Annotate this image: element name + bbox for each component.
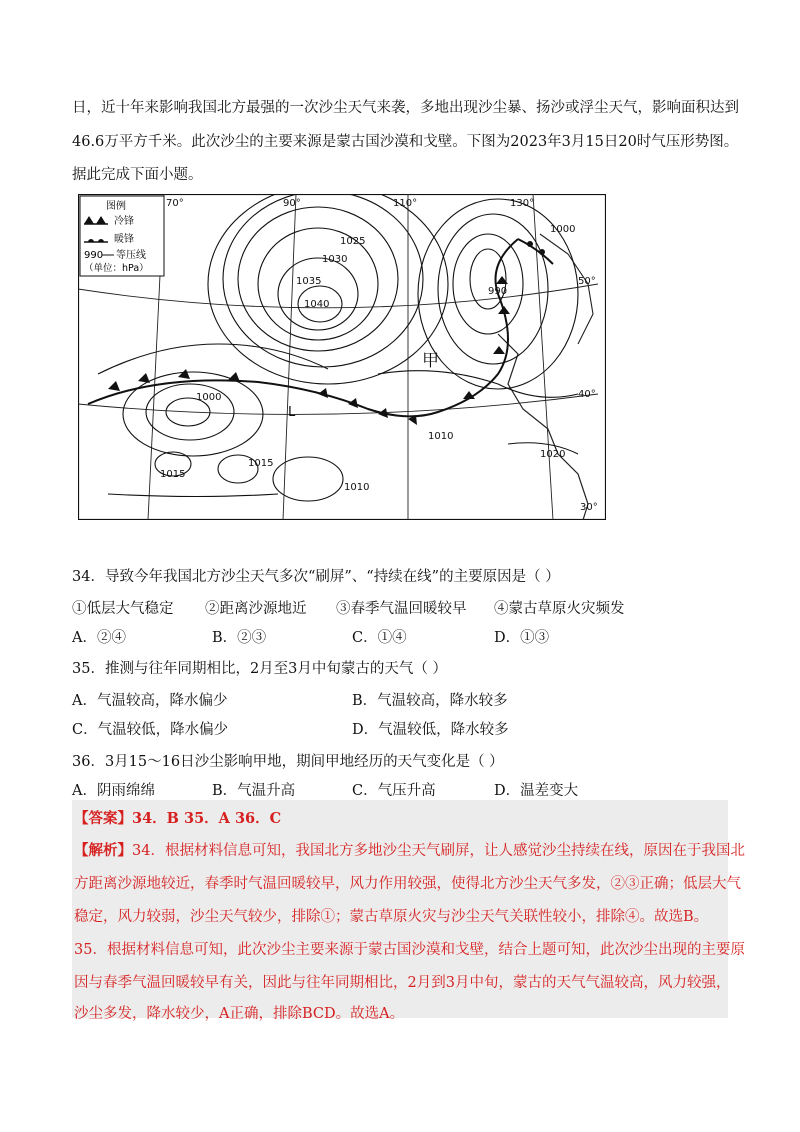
lon-90: 90°: [283, 198, 301, 209]
q36-option-d[interactable]: D．温差变大: [494, 783, 579, 799]
iso-1010-mid: 1010: [428, 431, 454, 442]
intro-line-3: 据此完成下面小题。: [72, 167, 203, 183]
q35-option-d[interactable]: D．气温较低，降水较多: [352, 722, 509, 738]
q35-stem: 35．推测与往年同期相比，2月至3月中旬蒙古的天气（ ）: [72, 661, 448, 677]
iso-1030: 1030: [322, 254, 348, 265]
q34-statement-2: ②距离沙源地近: [205, 601, 307, 617]
legend-title: 图例: [106, 201, 126, 212]
legend-unit: （单位：hPa）: [84, 263, 149, 274]
q34-statement-1: ①低层大气稳定: [72, 601, 174, 617]
q35-option-c[interactable]: C．气温较低，降水偏少: [72, 722, 229, 738]
iso-1000-east: 1000: [550, 224, 576, 235]
lon-130: 130°: [510, 198, 535, 209]
q35-option-a[interactable]: A．气温较高，降水偏少: [72, 693, 228, 709]
iso-1035: 1035: [296, 276, 322, 287]
analysis-line-2: 方距离沙源地较近，春季时气温回暖较早，风力作用较强，使得北方沙尘天气多发，②③正确；低层大气: [74, 876, 741, 892]
q34-option-c[interactable]: C．①④: [352, 630, 407, 646]
pressure-map: [78, 194, 606, 520]
iso-1040: 1040: [304, 299, 330, 310]
iso-1015-s: 1015: [248, 458, 274, 469]
q34-option-b[interactable]: B．②③: [212, 630, 267, 646]
analysis-line-4: 35．根据材料信息可知，此次沙尘主要来源于蒙古国沙漠和戈壁，结合上题可知，此次沙尘出现的主要原: [74, 942, 745, 958]
q34-stem: 34．导致今年我国北方沙尘天气多次“刷屏”、“持续在线”的主要原因是（ ）: [72, 569, 560, 585]
analysis-line-5: 因与春季气温回暖较早有关，因此与往年同期相比，2月到3月中旬，蒙古的天气气温较高，风力较强，: [74, 975, 731, 991]
legend-cold: 冷锋: [114, 216, 134, 227]
lat-40: 40°: [578, 389, 596, 400]
iso-1010-south: 1010: [344, 482, 370, 493]
lat-30: 30°: [580, 502, 598, 513]
q35-option-b[interactable]: B．气温较高，降水较多: [352, 693, 508, 709]
lon-70: 70°: [166, 198, 184, 209]
legend-isobar-value: 990: [84, 250, 104, 261]
iso-1020: 1020: [540, 449, 566, 460]
answer-tag: 【答案】: [74, 810, 132, 827]
analysis-text-1: 34．根据材料信息可知，我国北方多地沙尘天气刷屏，让人感觉沙尘持续在线，原因在于我国北: [132, 843, 745, 859]
map-legend: [80, 196, 164, 276]
analysis-line-3: 稳定，风力较弱，沙尘天气较少，排除①；蒙古草原火灾与沙尘天气关联性较小，排除④。故选B。: [74, 909, 709, 925]
iso-990: 990: [488, 286, 508, 297]
analysis-line-6: 沙尘多发，降水较少，A正确，排除BCD。故选A。: [74, 1006, 405, 1022]
lon-110: 110°: [393, 198, 418, 209]
iso-1015-sw: 1015: [160, 469, 186, 480]
place-jia: 甲: [422, 351, 439, 371]
iso-1025: 1025: [340, 236, 366, 247]
answer-text: 34．B 35．A 36．C: [132, 810, 282, 827]
intro-line-2: 46.6万平方千米。此次沙尘的主要来源是蒙古国沙漠和戈壁。下图为2023年3月15日20时气压形势图。: [72, 134, 739, 150]
legend-warm: 暖锋: [114, 234, 134, 245]
analysis-line-1: [74, 839, 745, 860]
lat-50: 50°: [578, 276, 596, 287]
answer-line: [74, 807, 281, 828]
q36-option-c[interactable]: C．气压升高: [352, 783, 436, 799]
q36-stem: 36．3月15～16日沙尘影响甲地，期间甲地经历的天气变化是（ ）: [72, 754, 504, 770]
legend-isobar: 等压线: [116, 250, 146, 261]
q36-option-a[interactable]: A．阴雨绵绵: [72, 783, 155, 799]
low-label: L: [288, 405, 296, 420]
q34-option-d[interactable]: D．①③: [494, 630, 550, 646]
q36-option-b[interactable]: B．气温升高: [212, 783, 296, 799]
q34-option-a[interactable]: A．②④: [72, 630, 126, 646]
analysis-tag: 【解析】: [74, 842, 132, 859]
intro-line-1: 日，近十年来影响我国北方最强的一次沙尘天气来袭，多地出现沙尘暴、扬沙或浮尘天气，影响面积达到: [72, 100, 739, 116]
iso-1000-west: 1000: [196, 392, 222, 403]
q34-statement-3: ③春季气温回暖较早: [336, 601, 467, 617]
q34-statement-4: ④蒙古草原火灾频发: [494, 601, 625, 617]
